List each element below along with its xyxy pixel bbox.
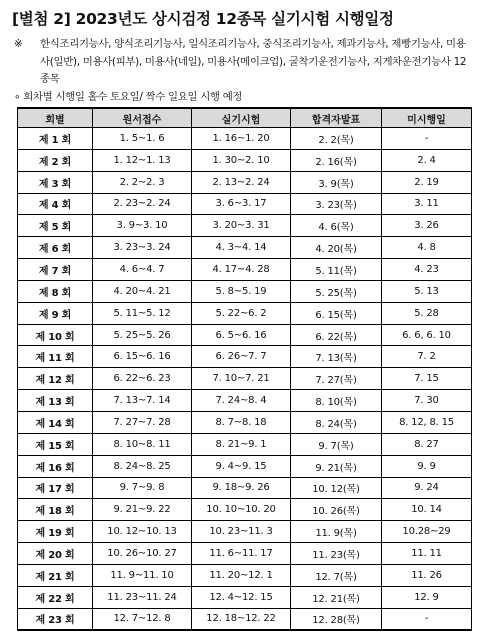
cell-result-date: 11. 23(목) <box>291 543 382 565</box>
cell-application-period: 10. 12~10. 13 <box>93 521 192 543</box>
cell-round: 제 10 회 <box>18 324 93 346</box>
cell-exam-period: 3. 20~3. 31 <box>192 215 291 237</box>
cell-no-exam-date: 5. 28 <box>382 302 472 324</box>
cell-round: 제 7 회 <box>18 259 93 281</box>
target-subjects-note <box>14 36 472 89</box>
table-row <box>18 455 472 477</box>
cell-exam-period: 12. 18~12. 22 <box>192 608 291 630</box>
cell-round: 제 23 회 <box>18 608 93 630</box>
cell-round: 제 8 회 <box>18 280 93 302</box>
header-result-announcement: 합격자발표 <box>291 108 382 128</box>
table-row <box>18 499 472 521</box>
cell-no-exam-date: 12. 9 <box>382 586 472 608</box>
cell-result-date: 11. 9(목) <box>291 521 382 543</box>
cell-round: 제 4 회 <box>18 193 93 215</box>
table-row <box>18 477 472 499</box>
target-subjects-text: 한식조리기능사, 양식조리기능사, 일식조리기능사, 중식조리기능사, 제과기능사, 제빵기능사, 미용사(일반), 미용사(피부), 미용사(네일), 미용사(메이크업), 굴착기운전기능사, 지게차운전기능사 12종목 <box>40 38 467 85</box>
table-row <box>18 259 472 281</box>
cell-result-date: 9. 7(목) <box>291 433 382 455</box>
cell-round: 제 17 회 <box>18 477 93 499</box>
cell-exam-period: 4. 17~4. 28 <box>192 259 291 281</box>
cell-no-exam-date: 7. 15 <box>382 368 472 390</box>
cell-result-date: 3. 9(목) <box>291 171 382 193</box>
cell-result-date: 12. 28(목) <box>291 608 382 630</box>
cell-application-period: 11. 9~11. 10 <box>93 564 192 586</box>
table-row <box>18 215 472 237</box>
cell-round: 제 16 회 <box>18 455 93 477</box>
cell-result-date: 3. 23(목) <box>291 193 382 215</box>
header-no-exam-dates: 미시행일 <box>382 108 472 128</box>
cell-no-exam-date: 9. 9 <box>382 455 472 477</box>
cell-application-period: 12. 7~12. 8 <box>93 608 192 630</box>
table-row <box>18 564 472 586</box>
cell-application-period: 3. 23~3. 24 <box>93 237 192 259</box>
cell-exam-period: 1. 16~1. 20 <box>192 128 291 150</box>
cell-no-exam-date: 3. 11 <box>382 193 472 215</box>
cell-no-exam-date: 2. 19 <box>382 171 472 193</box>
cell-application-period: 10. 26~10. 27 <box>93 543 192 565</box>
cell-result-date: 8. 10(목) <box>291 390 382 412</box>
cell-no-exam-date: 5. 13 <box>382 280 472 302</box>
cell-exam-period: 3. 6~3. 17 <box>192 193 291 215</box>
cell-exam-period: 9. 18~9. 26 <box>192 477 291 499</box>
page-title: [별첨 2] 2023년도 상시검정 12종목 실기시험 시행일정 <box>12 10 394 28</box>
cell-exam-period: 5. 8~5. 19 <box>192 280 291 302</box>
cell-result-date: 12. 7(목) <box>291 564 382 586</box>
cell-application-period: 8. 24~8. 25 <box>93 455 192 477</box>
cell-round: 제 3 회 <box>18 171 93 193</box>
cell-round: 제 5 회 <box>18 215 93 237</box>
cell-round: 제 2 회 <box>18 149 93 171</box>
header-practical-exam: 실기시험 <box>192 108 291 128</box>
table-row <box>18 149 472 171</box>
cell-exam-period: 4. 3~4. 14 <box>192 237 291 259</box>
cell-no-exam-date: 10. 14 <box>382 499 472 521</box>
table-row <box>18 302 472 324</box>
cell-application-period: 6. 22~6. 23 <box>93 368 192 390</box>
cell-result-date: 7. 13(목) <box>291 346 382 368</box>
cell-result-date: 4. 6(목) <box>291 215 382 237</box>
cell-exam-period: 10. 23~11. 3 <box>192 521 291 543</box>
cell-no-exam-date: 9. 24 <box>382 477 472 499</box>
cell-result-date: 5. 11(목) <box>291 259 382 281</box>
cell-application-period: 9. 7~9. 8 <box>93 477 192 499</box>
table-row <box>18 411 472 433</box>
cell-application-period: 7. 13~7. 14 <box>93 390 192 412</box>
cell-result-date: 5. 25(목) <box>291 280 382 302</box>
cell-no-exam-date: 8. 12, 8. 15 <box>382 411 472 433</box>
cell-no-exam-date: 11. 11 <box>382 543 472 565</box>
table-row <box>18 171 472 193</box>
header-application: 원서접수 <box>93 108 192 128</box>
table-row <box>18 586 472 608</box>
cell-round: 제 12 회 <box>18 368 93 390</box>
cell-no-exam-date: 10.28~29 <box>382 521 472 543</box>
cell-exam-period: 1. 30~2. 10 <box>192 149 291 171</box>
cell-round: 제 21 회 <box>18 564 93 586</box>
reference-mark: ※ <box>14 38 23 50</box>
header-round: 회별 <box>18 108 93 128</box>
cell-exam-period: 6. 26~7. 7 <box>192 346 291 368</box>
schedule-table <box>17 107 472 631</box>
cell-application-period: 2. 2~2. 3 <box>93 171 192 193</box>
table-row <box>18 368 472 390</box>
cell-no-exam-date: 4. 23 <box>382 259 472 281</box>
cell-no-exam-date: 2. 4 <box>382 149 472 171</box>
table-row <box>18 608 472 630</box>
cell-exam-period: 10. 10~10. 20 <box>192 499 291 521</box>
table-row <box>18 237 472 259</box>
cell-round: 제 9 회 <box>18 302 93 324</box>
cell-application-period: 1. 12~1. 13 <box>93 149 192 171</box>
table-row <box>18 433 472 455</box>
schedule-rule-note: ∘ 회차별 시행일 홀수 토요일/ 짝수 일요일 시행 예정 <box>14 91 243 103</box>
cell-round: 제 15 회 <box>18 433 93 455</box>
cell-round: 제 20 회 <box>18 543 93 565</box>
cell-exam-period: 11. 20~12. 1 <box>192 564 291 586</box>
cell-exam-period: 7. 10~7. 21 <box>192 368 291 390</box>
cell-result-date: 6. 15(목) <box>291 302 382 324</box>
cell-round: 제 14 회 <box>18 411 93 433</box>
cell-no-exam-date: 7. 30 <box>382 390 472 412</box>
cell-application-period: 5. 25~5. 26 <box>93 324 192 346</box>
cell-application-period: 9. 21~9. 22 <box>93 499 192 521</box>
cell-application-period: 2. 23~2. 24 <box>93 193 192 215</box>
cell-result-date: 2. 2(목) <box>291 128 382 150</box>
cell-application-period: 7. 27~7. 28 <box>93 411 192 433</box>
cell-result-date: 12. 21(목) <box>291 586 382 608</box>
cell-result-date: 2. 16(목) <box>291 149 382 171</box>
table-row <box>18 346 472 368</box>
table-row <box>18 128 472 150</box>
cell-exam-period: 5. 22~6. 2 <box>192 302 291 324</box>
cell-no-exam-date: 4. 8 <box>382 237 472 259</box>
cell-result-date: 10. 26(목) <box>291 499 382 521</box>
cell-application-period: 1. 5~1. 6 <box>93 128 192 150</box>
cell-result-date: 8. 24(목) <box>291 411 382 433</box>
cell-round: 제 22 회 <box>18 586 93 608</box>
cell-application-period: 8. 10~8. 11 <box>93 433 192 455</box>
cell-no-exam-date: - <box>382 128 472 150</box>
table-row <box>18 280 472 302</box>
cell-no-exam-date: 7. 2 <box>382 346 472 368</box>
cell-application-period: 4. 6~4. 7 <box>93 259 192 281</box>
table-row <box>18 324 472 346</box>
cell-application-period: 6. 15~6. 16 <box>93 346 192 368</box>
cell-application-period: 4. 20~4. 21 <box>93 280 192 302</box>
cell-result-date: 4. 20(목) <box>291 237 382 259</box>
cell-result-date: 10. 12(목) <box>291 477 382 499</box>
cell-exam-period: 8. 21~9. 1 <box>192 433 291 455</box>
cell-no-exam-date: 6. 6, 6. 10 <box>382 324 472 346</box>
cell-exam-period: 8. 7~8. 18 <box>192 411 291 433</box>
cell-application-period: 3. 9~3. 10 <box>93 215 192 237</box>
cell-round: 제 1 회 <box>18 128 93 150</box>
cell-no-exam-date: 11. 26 <box>382 564 472 586</box>
table-row <box>18 521 472 543</box>
cell-application-period: 5. 11~5. 12 <box>93 302 192 324</box>
cell-round: 제 19 회 <box>18 521 93 543</box>
cell-exam-period: 2. 13~2. 24 <box>192 171 291 193</box>
cell-round: 제 11 회 <box>18 346 93 368</box>
cell-round: 제 13 회 <box>18 390 93 412</box>
cell-round: 제 18 회 <box>18 499 93 521</box>
cell-exam-period: 9. 4~9. 15 <box>192 455 291 477</box>
cell-round: 제 6 회 <box>18 237 93 259</box>
cell-result-date: 9. 21(목) <box>291 455 382 477</box>
schedule-header-row <box>18 108 472 128</box>
cell-application-period: 11. 23~11. 24 <box>93 586 192 608</box>
cell-exam-period: 7. 24~8. 4 <box>192 390 291 412</box>
cell-exam-period: 11. 6~11. 17 <box>192 543 291 565</box>
table-row <box>18 543 472 565</box>
table-row <box>18 390 472 412</box>
cell-result-date: 6. 22(목) <box>291 324 382 346</box>
cell-exam-period: 6. 5~6. 16 <box>192 324 291 346</box>
cell-no-exam-date: 3. 26 <box>382 215 472 237</box>
table-row <box>18 193 472 215</box>
cell-exam-period: 12. 4~12. 15 <box>192 586 291 608</box>
cell-result-date: 7. 27(목) <box>291 368 382 390</box>
cell-no-exam-date: - <box>382 608 472 630</box>
cell-no-exam-date: 8. 27 <box>382 433 472 455</box>
